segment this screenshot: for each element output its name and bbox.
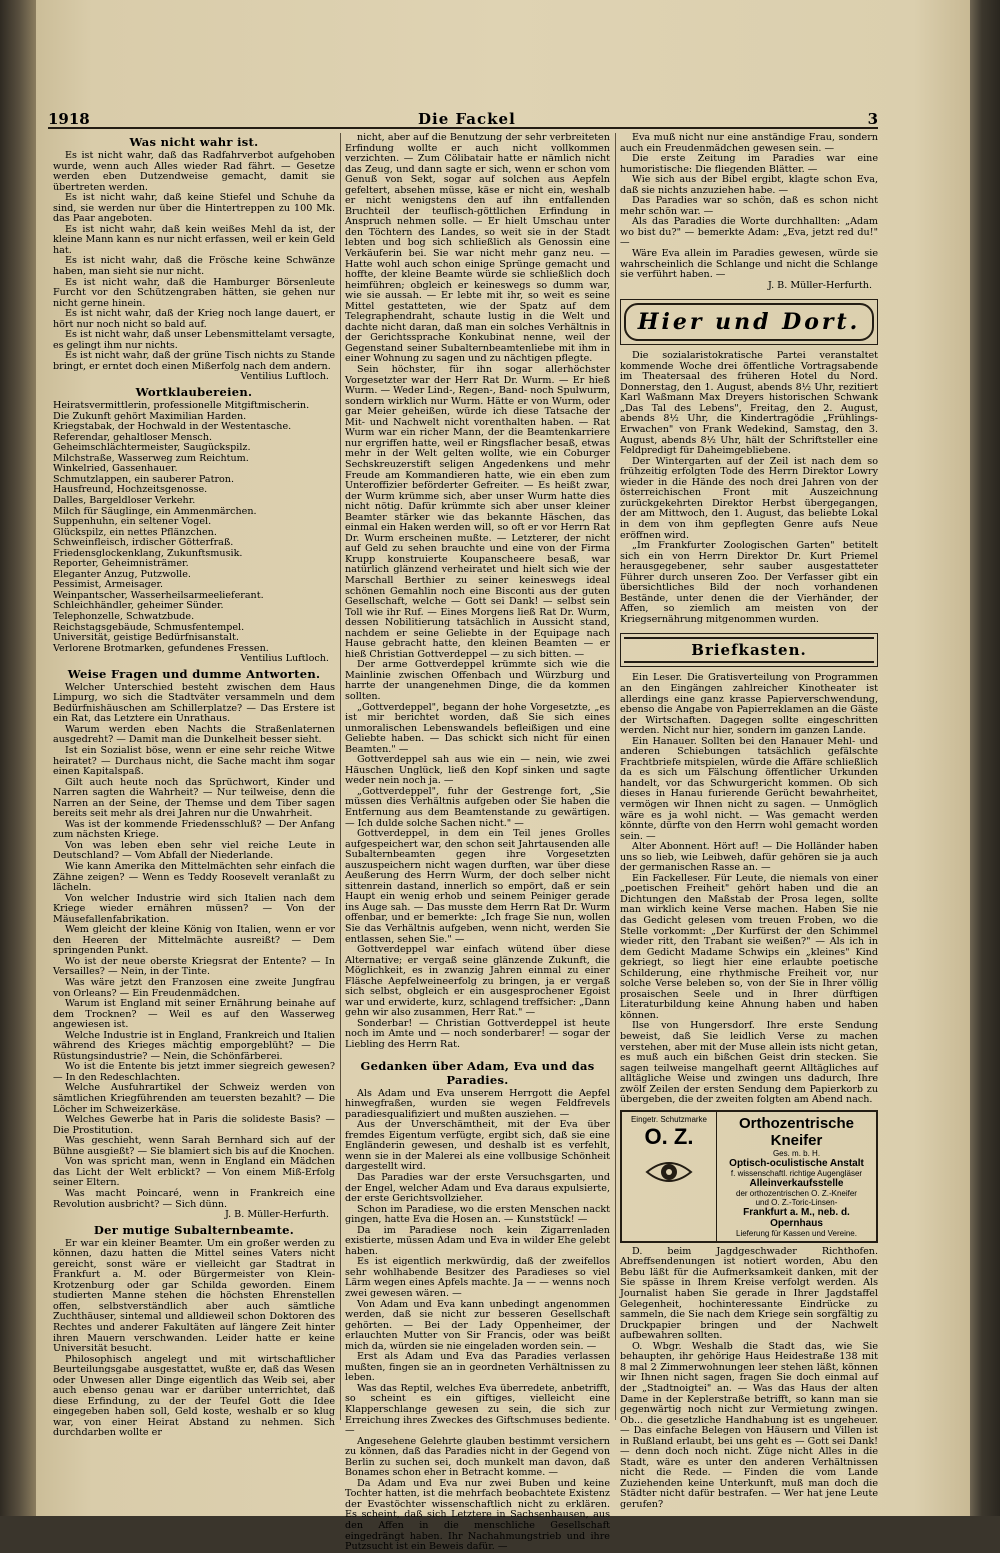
article-body	[620, 133, 878, 281]
advertisement	[620, 1110, 878, 1243]
paragraph: Ein Hanauer. Sollten bei den Hanauer Mehl- und anderen Schiebungen tatsächlich gefälschte Frachtbriefe mitspielen, würde die Affäre schließlich da es sich um Fälschung öffentlicher Urkunden handelt, vor das Schwurgericht kommen. Ob sich dieses in Hanau furierende Gerücht bewahrheitet, vermögen wir Ihnen nicht zu sagen. — Unmöglich wäre es ja wohl nicht. — Was gemacht werden könnte, dürfte von den Herrn wohl gemacht worden sein. —	[620, 735, 878, 842]
paragraph: Geheimschlächtermeister, Saugückspilz.	[53, 442, 251, 454]
paragraph: Er war ein kleiner Beamter. Um ein großer werden zu können, dazu hatten die Mittel seines Vaters nicht gereicht, sonst wäre er vielleicht gar Stadtrat in Frankfurt a. M. oder Bürgermeister von Klein-Krotzenburg oder gar Schilda geworden. Einem studierten Manne stehen die höchsten Ehrenstellen offen, selbstverständlich aber auch sämtliche Zuchthäuser, sintemal und alldieweil schon Doktoren des Rechtes und anderer Fakultäten auf längere Zeit hinter ihren Mauern verschwanden. Leider hatte er keine Universität besucht.	[53, 1237, 335, 1355]
paragraph: Die Zukunft gehört Maximilian Harden.	[53, 410, 247, 422]
ad-line: Optisch-oculistische Anstalt	[729, 1157, 864, 1169]
article-body	[620, 673, 878, 1105]
paragraph: Erst als Adam und Eva das Paradies verlassen mußten, fingen sie an in geordneten Verhältnissen zu leben.	[345, 1351, 610, 1384]
paragraph: Hausfreund, Hochzeitsgenosse.	[53, 484, 208, 496]
paragraph: Sein höchster, für ihn sogar allerhöchster Vorgesetzter war der Herr Rat Dr. Wurm. — Er hieß Wurm. — Weder Lind-, Regen-, Band- noch Spulwurm, sondern wirklich nur Wurm. Hätte er von Wurm, oder gar Meier geheißen, würde ich diese Tatsache der Mit- und Nachwelt nicht vorenthalten haben. — Rat Wurm war ein richer Mann, der die Beamtenkarriere nur ergriffen hatte, weil er Ringsflacher besaß, etwas mehr in der Welt gelten wollte, wie ein Coburger Sechskreuzerstift seligen Angedenkens und mehr Freude am Kommandieren hatte, wie ein eben zum Unteroffizier beförderter Gefreiter. — Es heißt zwar, der Wurm krümme sich, aber unser Wurm hatte dies nicht nötig. Dafür krümmte sich aber unser kleiner Beamter stärker wie das bekannte Häschen, das einmal ein Haken werden will, so oft er vor Herrn Rat Dr. Wurm erscheinen mußte. — Letzterer, der nicht auf Geld zu sehen brauchte und eine von der Firma Krupp konstruierte Koupanscheere besaß, war natürlich glänzend verheiratet und hielt sich wie der Marschall Berthier zu seiner keineswegs ideal schönen Gemahlin noch eine Bisconti aus der guten Gesellschaft, welche — Gott sei Dank! — selbst sein Toll wie ihr Ruf. — Eines Morgens ließ Rat Dr. Wurm, dessen Nobilitierung tatsächlich in Aussicht stand, nachdem er seine Geliebte in der Equipage nach Hause gebracht hatte, den kleinen Beamten — er hieß Christian Gottverdeppel — zu sich bitten. —	[345, 364, 610, 660]
paragraph: Welche Ausfuhrartikel der Schweiz werden von sämtlichen Kriegführenden am teuersten bezahlt? — Die Löcher im Schweizerkäse.	[53, 1082, 335, 1115]
column-divider	[340, 133, 341, 1420]
paragraph: Universität, geistige Bedürfnisanstalt.	[53, 632, 239, 644]
page-edge	[970, 0, 1000, 1516]
paragraph: Milch für Säuglinge, ein Ammenmärchen.	[53, 505, 257, 517]
paragraph: Von was leben eben sehr viel reiche Leute in Deutschland? — Vom Abfall der Niederlande.	[53, 839, 335, 862]
paragraph: Wem gleicht der kleine König von Italien, wenn er vor den Heeren der Mittelmächte ausreißt? — Dem springenden Punkt.	[53, 924, 335, 957]
paragraph: Als Adam und Eva unserem Herrgott die Aepfel hinwegfraßen, wurden sie wegen Feldfrevels paradiesqualifiziert und mußten ausziehen. —	[345, 1087, 610, 1120]
paragraph: Da Adam und Eva nur zwei Buben und keine Tochter hatten, ist die mehrfach beobachtete Existenz der Evastöchter wissenschaftlich nicht zu erklären. Es scheint, daß sich Letztere in Sachsenhausen, aus den Affen in die menschliche Gesellschaft eingedrängt haben. Ihr Nachahmungstrieb und ihre Putzsucht ist ein Beweis dafür. —	[345, 1477, 610, 1553]
paragraph: Welches Gewerbe hat in Paris die solideste Basis? — Die Prostitution.	[53, 1114, 335, 1136]
paragraph: Pessimist, Armeisager.	[53, 579, 164, 591]
article-signature: Ventilius Luftloch.	[240, 653, 329, 665]
paragraph: Von was spricht man, wenn in England ein Mädchen das Licht der Welt erblickt? — Von einem Miß-Erfolg seiner Eltern.	[53, 1156, 335, 1189]
paragraph: „Gottverdeppel", begann der hohe Vorgesetzte, „es ist mir berichtet worden, daß Sie sich eines unmoralischen Lebenswandels befleißigen und eine Geliebte haben. — Das schickt sich nicht für einen Beamten." —	[345, 701, 610, 755]
article-title: Weise Fragen und dumme Antworten.	[67, 666, 321, 681]
paragraph: Verlorene Brotmarken, gefundenes Fressen.	[53, 642, 269, 654]
paragraph: Friedensglockenklang, Zukunftsmusik.	[53, 547, 243, 559]
paragraph: Warum werden eben Nachts die Straßenlaternen ausgedreht? — Damit man die Dunkelheit besser sieht.	[53, 723, 335, 746]
paragraph: Wie sich aus der Bibel ergibt, klagte schon Eva, daß sie nichts anzuziehen habe. —	[620, 174, 878, 196]
paragraph: Milchstraße, Wasserweg zum Reichtum.	[53, 452, 249, 464]
paragraph: Aus der Unverschämtheit, mit der Eva über fremdes Eigentum verfügte, ergibt sich, daß sie eine Engländerin gewesen, und deshalb ist es verfehlt, wenn sie in der Malerei als eine vollbusige Schönheit dargestellt wird.	[345, 1119, 610, 1173]
paragraph: Es ist eigentlich merkwürdig, daß der zweifellos sehr wohlhabende Besitzer des Paradieses so viel Lärm wegen eines Apfels machte. Ja — — wenns noch zwei gewesen wären. —	[345, 1256, 610, 1299]
paragraph: Sonderbar! — Christian Gottverdeppel ist heute noch im Amte und — noch sonderbarer! — sogar der Liebling des Herrn Rat.	[345, 1017, 610, 1051]
article-body	[53, 1239, 335, 1439]
paragraph: Es ist nicht wahr, daß die Hamburger Börsenleute Furcht vor den Schützengraben hätten, sie gehen nur nicht gerne hinein.	[53, 276, 335, 309]
paragraph: Als das Paradies die Worte durchhallten: „Adam wo bist du?" — bemerkte Adam: „Eva, jetzt red du!" —	[620, 216, 878, 249]
paragraph: Ein Leser. Die Gratisverteilung von Programmen an den Eingängen zahlreicher Kinotheater ist allerdings eine ganz krasse Papierverschwendung, ebenso die Angabe von Papierreklamen an die Gäste der Wirtschaften. Dagegen sollte eingeschritten werden. Nicht nur hier, sondern im ganzen Lande.	[620, 672, 878, 737]
paragraph: Ilse von Hungersdorf. Ihre erste Sendung beweist, daß Sie leidlich Verse zu machen verstehen, aber mit der Muse allein ists nicht getan, es muß auch ein bißchen Geist drin stecken. Sie sagen teilweise mangelhaft geernt Alltägliches auf alltägliche Weise und zwingen uns dadurch, Ihre zwölf Zeilen der ersten Sendung dem Papierkorb zu übergeben, die der zweiten folgten am Abend nach.	[620, 1020, 878, 1106]
paragraph: Gottverdeppel sah aus wie ein — nein, wie zwei Häuschen Unglück, ließ den Kopf sinken und sagte weder nein noch ja. —	[345, 754, 610, 787]
article-signature: J. B. Müller-Herfurth.	[224, 1209, 329, 1221]
paragraph: Was ist der kommende Friedensschluß? — Der Anfang zum nächsten Kriege.	[53, 818, 335, 841]
ad-name: Orthozentrische Kneifer	[738, 1114, 855, 1149]
column-1	[53, 133, 335, 1439]
article-signature: J. B. Müller-Herfurth.	[767, 279, 872, 291]
paragraph: Es ist nicht wahr, daß kein weißes Mehl da ist, der kleine Mann kann es nur nicht erfassen, weil er kein Geld hat.	[53, 223, 335, 256]
ad-line: der orthozentrischen O. Z.-Kneifer	[736, 1188, 857, 1198]
column-divider	[615, 133, 616, 1420]
paragraph: Wo ist der neue oberste Kriegsrat der Entente? — In Versailles? — Nein, in der Tinte.	[53, 955, 335, 978]
paragraph: Welche Industrie ist in England, Frankreich und Italien während des Krieges mächtig emporgeblüht? — Die Rüstungsindustrie? — Nein, die Schönfärberei.	[53, 1029, 335, 1062]
paragraph: D. beim Jagdgeschwader Richthofen. Abreffsendenungen ist notiert worden, Abu den Bebu läßt für die Aufmerksamkeit danken, mit der Sie spässe in Ihrem Kreise verfolgt werden. Als Journalist haben Sie gerade in Ihrer Jagdstaffel Gelegenheit, hochinteressante Eindrücke zu sammeln, die Sie nach dem Kriege sein sorgfältig zu Druckpapier bringen und der Nachwelt aufbewahren sollten.	[620, 1245, 878, 1342]
paragraph: Heiratsvermittlerin, professionelle Mitgiftmischerin.	[53, 400, 310, 412]
article-title: Der mutige Subalternbeamte.	[93, 1222, 295, 1237]
paragraph: Die erste Zeitung im Paradies war eine humoristische: Die fliegenden Blätter. —	[620, 153, 878, 175]
paragraph: Schon im Paradiese, wo die ersten Menschen nackt gingen, hatte Eva die Hosen an. — Kunststück! —	[345, 1203, 610, 1226]
paragraph: nicht, aber auf die Benutzung der sehr verbreiteten Erfindung wollte er auch nicht vollkommen verzichten. — Zum Cölibatair hatte er nämlich nicht das Zeug, und dann sagte er sich, wenn er schon vom Genuß von Sekt, sogar auf solchen aus Aepfeln gefeltert, absehen müsse, käse er nicht ein, weshalb er nicht wenigstens den auf ihn entfallenden Bruchteil der teuflisch-göttlichen Erfindung in Anspruch nehmen solle. — Er hielt Umschau unter den Töchtern des Landes, so weit sie in der Stadt lebten und bog sich schließlich als Genossin eine Verkäuferin bei. Sie war nicht mehr ganz neu. — Hatte wohl auch schon einige Sprünge gemacht und hoffte, der kleine Beamte würde sie schließlich doch heimführen; obgleich er keineswegs so dumm war, wie sie aussah. — Er lebte mit ihr, so weit es seine Mittel gestatteten, wie der Spatz auf dem Telegraphendraht, schaute lustig in die Welt und dachte nicht daran, daß man ein solches Verhältnis in der Gerichtssprache Konkubinat nenne, weil der Gegenstand seiner Subalternbeamtenliebe mit ihm in einer Wohnung zu sagen und zu nächtigen pflegte.	[345, 132, 610, 365]
paragraph: Was macht Poincaré, wenn in Frankreich eine Revolution ausbricht? — Sich dünn.	[53, 1187, 335, 1210]
paragraph: Telephonzelle, Schwatzbude.	[53, 610, 195, 622]
paragraph: Eleganter Anzug, Putzwolle.	[53, 568, 191, 580]
paragraph: Ein Fackelleser. Für Leute, die niemals von einer „poetischen Freiheit" gehört haben und die an Dichtungen den Maßstab der Prosa legen, sollte man wirklich keine Verse machen. Haben Sie nie das Gedicht gelesen vom treuen Froben, wo die Stelle vorkommt: „Der Kurfürst der den Schimmel wieder ritt, den Trabant sie weißen?" — Als ich in dem Gedicht Madame Schwips ein „kleines" Kind gekriegt, so liegt hier eine erlaubte poetische Schilderung, eine rhythmische Freiheit vor, nur solche Verse beleben so, von der Sie in Ihrer völlig prosaischen Seele und in Ihrer dürftigen Literaturbildung keine Ahnung haben und haben können.	[620, 872, 878, 1021]
paragraph: Gilt auch heute noch das Sprüchwort, Kinder und Narren sagten die Wahrheit? — Nur teilweise, denn die Narren an der Seine, der Themse und dem Tiber sagen bereits seit mehr als drei Jahren nur die Unwahrheit.	[53, 776, 335, 820]
paragraph: Schleichhändler, geheimer Sünder.	[53, 600, 224, 612]
article-body	[345, 133, 610, 1051]
article-signature: Ventilius Luftloch.	[240, 371, 329, 383]
ad-line: f. wissenschaftl. richtige Augengläser	[730, 1168, 863, 1178]
paragraph: Dalles, Bargeldloser Verkehr.	[53, 494, 196, 506]
ad-line: Lieferung für Kassen und Vereine.	[736, 1228, 857, 1238]
paragraph: Von welcher Industrie wird sich Italien nach dem Kriege wieder ernähren müssen? — Von der Mäusefallenfabrikation.	[53, 892, 335, 925]
column-3	[620, 132, 878, 1510]
paragraph: Von Adam und Eva kann unbedingt angenommen werden, daß sie nicht zur besseren Gesellschaft gehörten. — Bei der Lady Oppenheimer, der erlauchten Mutter von Sir Francis, oder was beißt mich da, würden sie nie eingeladen worden sein. —	[345, 1298, 610, 1352]
ad-trademark	[622, 1112, 717, 1241]
banner-title: Hier und Dort.	[624, 303, 874, 341]
paragraph: Schmutzlappen, ein sauberer Patron.	[53, 473, 235, 485]
article-title: Gedanken über Adam, Eva und das Paradies.	[360, 1058, 595, 1087]
article-title: Wortklaubereien.	[135, 385, 253, 400]
paragraph: Gottverdeppel, in dem ein Teil jenes Grolles aufgespeichert war, den schon seit Jahrtausenden alle Subalternbeamten gegen ihre Vorgesetzten auszuspeichern nicht wagen durften, war über diese Aeußerung des Herrn Wurm, der doch selber nicht sittenrein dastand, innerlich so empört, daß er sein Haupt ein wenig erhob und seinem Peiniger gerade ins Auge sah. — Das musste dem Herrn Rat Dr. Wurm offenbar, und er bemerkte: „Ich frage Sie nun, wollen Sie das Verhältnis aufgeben, wenn nicht, werden Sie entlassen, sehen Sie." —	[345, 828, 610, 945]
paragraph: Weinpantscher, Wasserheilsarmeelieferant.	[53, 589, 264, 601]
paragraph: Winkelried, Gassenhauer.	[53, 463, 178, 475]
paragraph: Glückspilz, ein nettes Pflänzchen.	[53, 526, 217, 538]
paragraph: Was wäre jetzt den Franzosen eine zweite Jungfrau von Orleans? — Ein Freudenmädchen.	[53, 977, 335, 999]
paragraph: „Im Frankfurter Zoologischen Garten" betitelt sich ein von Herrn Direktor Dr. Kurt Priemel herausgegebener, sehr sauber ausgestatteter Führer durch unseren Zoo. Der Verfasser gibt ein übersichtliches Bild der noch vorhandenen Bestände, unter denen die der Vierhänder, der Affen, so ziemlich am meisten von der Kriegsernährung mitgenommen wurden.	[620, 540, 878, 625]
paragraph: Kriegstabak, der Hochwald in der Westentasche.	[53, 421, 292, 433]
ad-line: Frankfurt a. M., neb. d. Opernhaus	[743, 1206, 850, 1229]
section-banner	[620, 633, 878, 667]
ad-content	[717, 1112, 876, 1241]
paragraph: Das Paradies war der erste Versuchsgarten, und der Engel, welcher Adam und Eva daraus expulsierte, der erste Gerichtsvollzieher.	[345, 1171, 610, 1205]
article-body	[620, 1247, 878, 1511]
eye-icon	[643, 1152, 695, 1192]
paragraph: Die sozialaristokratische Partei veranstaltet kommende Woche drei öffentliche Vortragsabende im Theatersaal des früheren Hotel du Nord. Donnerstag, den 1. August, abends 8½ Uhr, rezitiert Karl Waßmann Max Dreyers historischen Schwank „Das Tal des Lebens", Freitag, den 2. August, abends 8½ Uhr, die Kindertragödie „Frühlings-Erwachen" von Frank Wedekind, Samstag, den 3. August, abends 8½ Uhr, hält der Schriftsteller eine Feldpredigt für Daheimgebliebene.	[620, 350, 878, 457]
article-body	[620, 351, 878, 625]
paragraph: Was das Reptil, welches Eva überredete, anbetrifft, so scheint es ein giftiges, vielleicht eine Klapperschlange gewesen zu sein, die sich zur Erreichung ihres Zweckes des Giftschmuses bediente. —	[345, 1382, 610, 1437]
paragraph: Das Paradies war so schön, daß es schon nicht mehr schön war. —	[620, 195, 878, 217]
book-binding	[0, 0, 36, 1516]
paragraph: Referendar, gehaltloser Mensch.	[53, 431, 212, 443]
header-rule	[48, 127, 878, 129]
article-body	[53, 683, 335, 1210]
paragraph: Da im Paradiese noch kein Zigarrenladen existierte, müssen Adam und Eva in wilder Ehe gelebt haben.	[345, 1224, 610, 1257]
paragraph: Suppenhuhn, ein seltener Vogel.	[53, 516, 212, 528]
paragraph: Es ist nicht wahr, daß keine Stiefel und Schuhe da sind, sie werden nur über die Hintertreppen zu 100 Mk. das Paar angeboten.	[53, 192, 335, 225]
paragraph: Wie kann Amerika den Mittelmächten sehr einfach die Zähne zeigen? — Wenn es Teddy Roosevelt veranlaßt zu lächeln.	[53, 861, 335, 894]
article-body	[345, 1089, 610, 1553]
paragraph: O. Wbgr. Weshalb die Stadt das, wie Sie behaupten, ihr gehörige Haus Heidestraße 138 mit 8 mal 2 Zimmerwohnungen leer stehen läßt, können wir Ihnen nicht sagen, fragen Sie doch einmal auf der „Stadtnoigtei" an. — Was das Haus der alten Dame in der Keplerstraße betrifft, so kann man sie gegenwärtig noch nicht zur Vermietung zwingen. Ob... die gesetzliche Handhabung ist es ungeheuer. — Das einfache Belegen von Häusern und Villen ist in Rußland erlaubt, bei uns geht es — Gott sei Dank! — denn doch noch nicht. Züge nicht Alles in die Stadt, wäre es unter den anderen Verhältnissen nicht die Rede. — Finden die vom Lande Zuziehenden keine Unterkunft, muß man doch die Städter nicht dafür bestrafen. — Wer hat jene Leute gerufen?	[620, 1340, 878, 1510]
paragraph: Eva muß nicht nur eine anständige Frau, sondern auch ein Freudenmädchen gewesen sein. —	[620, 132, 878, 154]
paragraph: Ist ein Sozialist böse, wenn er eine sehr reiche Witwe heiratet? — Durchaus nicht, die Sache macht ihm sogar einen Kapitalspaß.	[53, 744, 335, 778]
ad-logo: O. Z.	[644, 1123, 694, 1149]
paragraph: Es ist nicht wahr, daß die Frösche keine Schwänze haben, man sieht sie nur nicht.	[53, 255, 335, 278]
paragraph: Der arme Gottverdeppel krümmte sich wie die Mainlinie zwischen Offenbach und Würzburg und harrte der unangenehmen Dinge, die da kommen sollten.	[345, 659, 610, 702]
article-title: Was nicht wahr ist.	[129, 135, 259, 149]
paragraph: Es ist nicht wahr, daß der grüne Tisch nichts zu Stande bringt, er erntet doch einen Mißerfolg nach dem andern.	[53, 350, 335, 372]
paragraph: Der Wintergarten auf der Zeil ist nach dem so frühzeitig erfolgten Tode des Herrn Direktor Lowry wieder in die Hände des noch drei Jahren von der österreichischen Front mit Auszeichnung zurückgekehrten Direktor Herbst übergegangen, der am Mittwoch, den 1. August, das beliebte Lokal in dem von ihm gepflegten Genre aufs Neue eröffnen wird.	[620, 455, 878, 541]
article-body	[53, 401, 335, 654]
paragraph: Reichstagsgebäude, Schmusfentempel.	[53, 621, 245, 633]
paragraph: Schweinfleisch, irdischer Götterfraß.	[53, 537, 234, 549]
paragraph: „Gottverdeppel", fuhr der Gestrenge fort, „Sie müssen dies Verhältnis aufgeben oder Sie haben die Entfernung aus dem Beamtenstande zu gewärtigen. — Ich dulde solche Sachen nicht." —	[345, 785, 610, 829]
paragraph: Warum ist England mit seiner Ernährung beinahe auf dem Trocknen? — Weil es auf den Wasserweg angewiesen ist.	[53, 998, 335, 1031]
paragraph: Alter Abonnent. Hört auf! — Die Holländer haben uns so lieb, wie Leibweh, dafür gehören sie ja auch der germanischen Rasse an. —	[620, 841, 878, 874]
paragraph: Reporter, Geheimnisträmer.	[53, 558, 189, 570]
ad-trademark-label: Eingetr. Schutzmarke	[630, 1114, 708, 1124]
paragraph: Wo ist die Entente bis jetzt immer siegreich gewesen? — In den Redeschlachten.	[53, 1061, 335, 1083]
paragraph: Angesehene Gelehrte glauben bestimmt versichern zu können, daß das Paradies nicht in der Gegend von Berlin zu suchen sei, doch munkelt man davon, daß Bonames schon eher in Betracht komme. —	[345, 1435, 610, 1479]
paragraph: Gottverdeppel war einfach wütend über diese Alternative; er vergaß seine glänzende Zukunft, die Möglichkeit, es in zwanzig Jahren einmal zu einer Fläsche Aepfelweineerfolg zu bringen, ja er vergaß sich selbst, obgleich er ein ausgesprochener Egoist war und erwiderte, kurz, schlagend treffsicher: „Dann gehn wir also zusammen, Herr Rat." —	[345, 944, 610, 1019]
ad-line: und O. Z.-Toric-Linsen-	[755, 1197, 838, 1207]
paragraph: Es ist nicht wahr, daß der Krieg noch lange dauert, er hört nur noch nicht so bald auf.	[53, 308, 335, 330]
paragraph: Philosophisch angelegt und mit wirtschaftlicher Beurteilungsgabe ausgestattet, wußte er, daß das Wesen oder Unwesen aller Dinge eigentlich das Weib sei, aber auch ebenso genau war er darüber unterrichtet, daß diese Erfindung, zu der der Teufel Gott die Idee eingegeben haben soll, Geld koste, weshalb er so klug war, von einer Heirat Abstand zu nehmen. Sich durchdarben wollte er	[53, 1353, 335, 1439]
page-header	[48, 110, 878, 134]
header-title: Die Fackel	[418, 110, 516, 128]
ad-gmbh: Ges. m. b. H.	[772, 1148, 821, 1158]
section-banner	[620, 299, 878, 345]
paragraph: Es ist nicht wahr, daß das Radfahrverbot aufgehoben wurde, wenn auch Alles wieder Rad fährt. — Gesetze werden eben Dutzendweise gemacht, damit sie übertreten werden.	[53, 150, 335, 193]
page-number: 3	[867, 110, 878, 128]
ad-line: Alleinverkaufsstelle	[749, 1177, 844, 1189]
paragraph: Wäre Eva allein im Paradies gewesen, würde sie wahrscheinlich die Schlange und nicht die Schlange sie verführt haben. —	[620, 248, 878, 281]
paragraph: Welcher Unterschied besteht zwischen dem Haus Limpurg, wo sich die Stadtväter versammeln und dem Bedürfnishäuschen am Schillerplatze? — Das Erstere ist ein Rat, das Letztere ein Unrathaus.	[53, 681, 335, 725]
column-2	[345, 132, 610, 1553]
header-year: 1918	[48, 110, 90, 128]
article-body	[53, 151, 335, 372]
paragraph: Was geschieht, wenn Sarah Bernhard sich auf der Bühne ausgießt? — Sie blamiert sich bis auf die Knochen.	[53, 1135, 335, 1157]
banner-title: Briefkasten.	[624, 637, 874, 663]
paragraph: Es ist nicht wahr, daß unser Lebensmittelamt versagte, es gelingt ihm nur nichts.	[53, 329, 335, 351]
